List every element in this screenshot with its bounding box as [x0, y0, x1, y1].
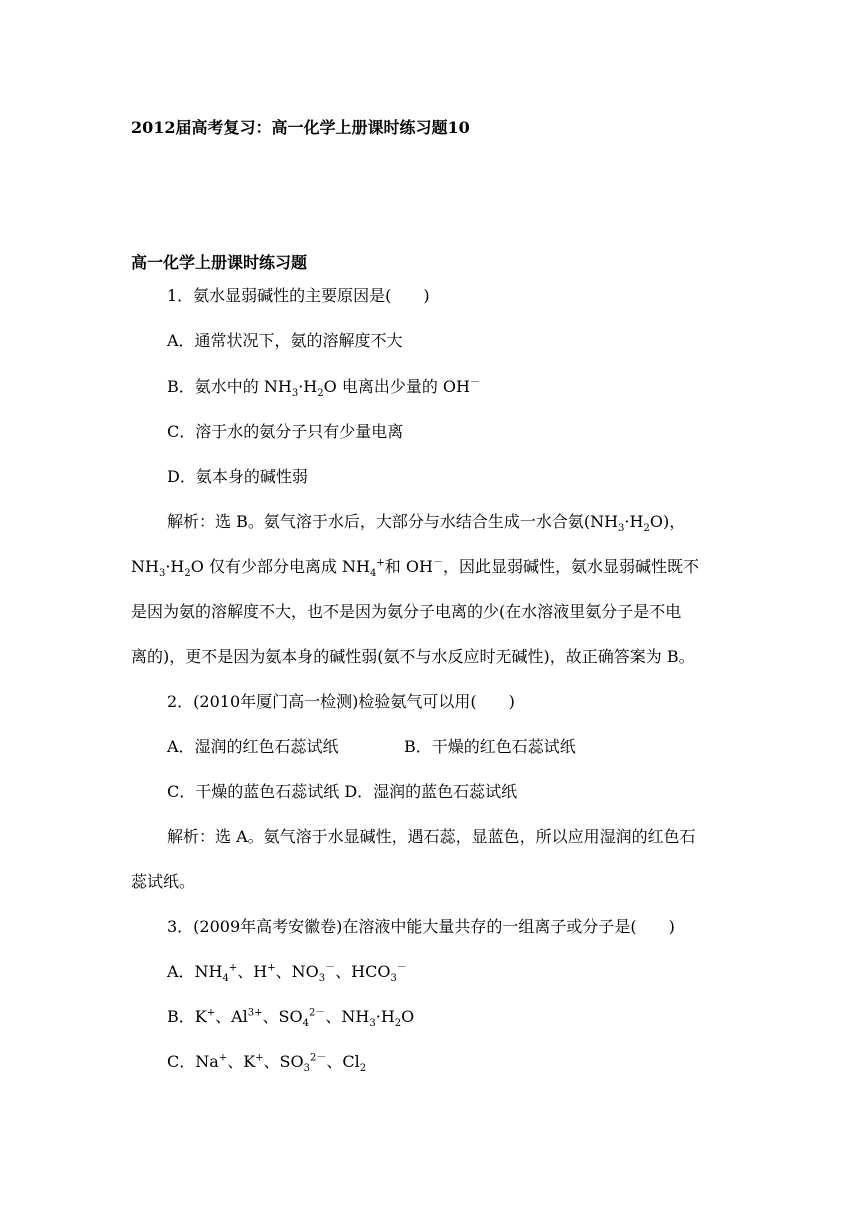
question-3-option-b: B．K+、$Al^{3+}$、$SO_4^{2-}$、$NH_3\cdot H_2O$	[167, 1007, 415, 1030]
question-1-stem: 1．氨水显弱碱性的主要原因是( )	[167, 286, 430, 305]
answer-1-line-2: $NH_3\cdot H_2O$ 仅有少部分电离成 $NH_4^+$和 OH－，因此显弱碱性，氨水显弱碱性既不	[131, 557, 699, 580]
question-2-option-b: B．干燥的红色石蕊试纸	[404, 737, 576, 756]
question-3-option-a: A．$NH_4^+$、H+、$NO_3^-$、$HCO_3^-$	[167, 962, 407, 985]
question-3-option-c: C．Na+、K+、$SO_3^{2-}$、$Cl_2$	[167, 1052, 367, 1075]
question-1-option-b: B．氨水中的 $NH_3\cdot H_2O$ 电离出少量的 OH－	[167, 377, 480, 400]
answer-2-line-1: 解析：选 A。氨气溶于水显碱性，遇石蕊，显蓝色，所以应用湿润的红色石	[167, 827, 696, 846]
question-2-options-cd: C．干燥的蓝色石蕊试纸 D．湿润的蓝色石蕊试纸	[167, 782, 518, 801]
answer-1-line-4: 离的)，更不是因为氨本身的碱性弱(氨不与水反应时无碱性)，故正确答案为 B。	[131, 647, 695, 666]
document-title: 2012届高考复习：高一化学上册课时练习题10	[131, 118, 470, 137]
question-1-option-c: C．溶于水的氨分子只有少量电离	[167, 422, 404, 441]
question-1-option-d: D．氨本身的碱性弱	[167, 467, 308, 486]
question-3-stem: 3．(2009年高考安徽卷)在溶液中能大量共存的一组离子或分子是( )	[167, 917, 675, 936]
answer-1-line-3: 是因为氨的溶解度不大，也不是因为氨分子电离的少(在水溶液里氨分子是不电	[131, 602, 682, 621]
answer-1-line-1: 解析：选 B。氨气溶于水后，大部分与水结合生成一水合氨$(NH_3\cdot H_2O)$，	[167, 512, 686, 535]
answer-2-line-2: 蕊试纸。	[131, 872, 196, 891]
question-2-stem: 2．(2010年厦门高一检测)检验氨气可以用( )	[167, 692, 515, 711]
section-title: 高一化学上册课时练习题	[131, 253, 308, 272]
question-1-option-a: A．通常状况下，氨的溶解度不大	[167, 331, 403, 350]
question-2-option-a: A．湿润的红色石蕊试纸	[167, 737, 339, 756]
